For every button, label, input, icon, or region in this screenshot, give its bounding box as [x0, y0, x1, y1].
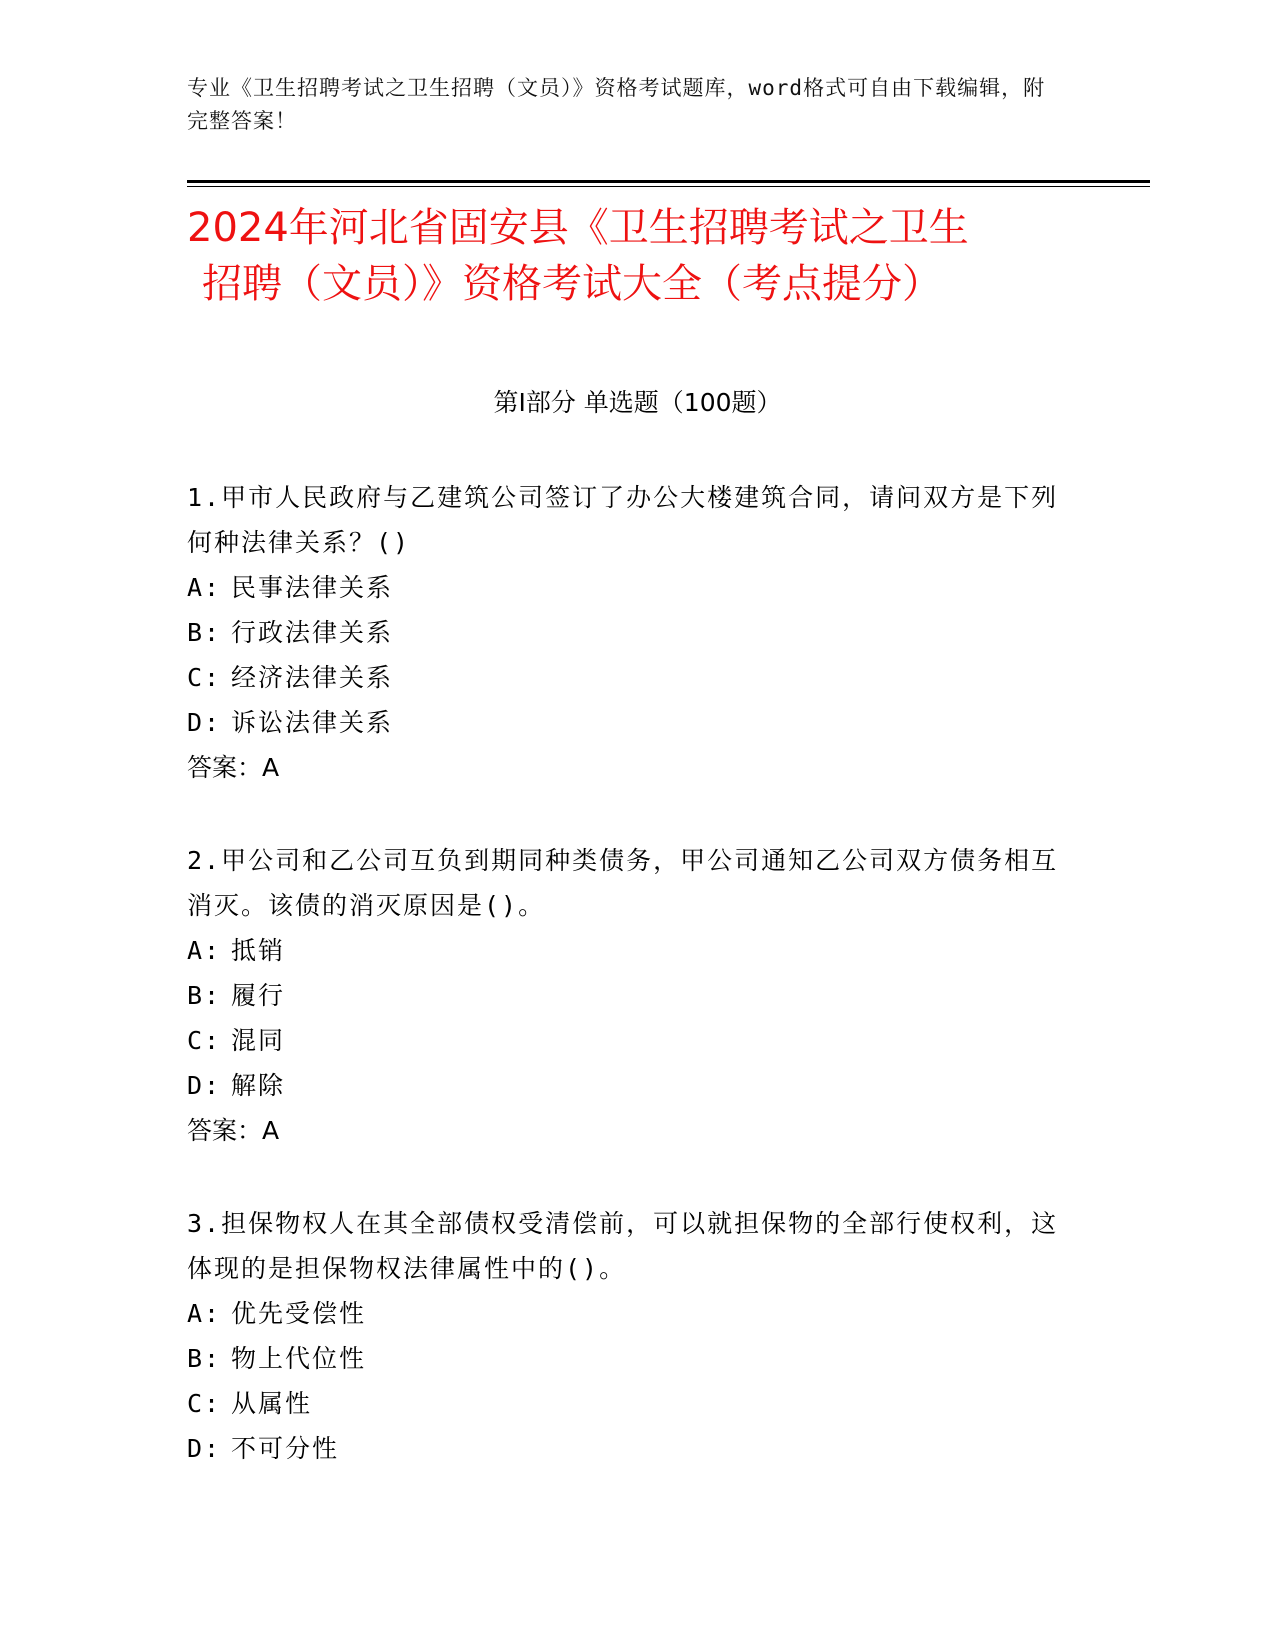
option-c	[187, 1381, 1067, 1426]
option-key: A:	[187, 1299, 222, 1328]
option-text: 解除	[231, 1071, 286, 1100]
option-text: 履行	[231, 981, 286, 1010]
option-text: 诉讼法律关系	[231, 708, 394, 737]
option-key: C:	[187, 663, 222, 692]
header-note: 专业《卫生招聘考试之卫生招聘（文员）》资格考试题库，word格式可自由下载编辑，附完整答案！	[187, 76, 1046, 133]
option-key: A:	[187, 573, 222, 602]
option-text: 民事法律关系	[231, 573, 394, 602]
option-text: 混同	[231, 1026, 286, 1055]
question-stem: 1.甲市人民政府与乙建筑公司签订了办公大楼建筑合同，请问双方是下列何种法律关系？()	[187, 483, 1059, 557]
option-c	[187, 655, 1067, 700]
option-d	[187, 700, 1067, 745]
option-key: B:	[187, 981, 222, 1010]
option-key: C:	[187, 1389, 222, 1418]
option-key: D:	[187, 1434, 222, 1463]
option-b	[187, 973, 1067, 1018]
option-b	[187, 610, 1067, 655]
option-key: C:	[187, 1026, 222, 1055]
document-title	[187, 200, 1087, 312]
header-rule-thick	[187, 180, 1150, 183]
option-text: 行政法律关系	[231, 618, 394, 647]
option-d	[187, 1426, 1067, 1471]
option-d	[187, 1063, 1067, 1108]
answer-line: 答案：A	[187, 753, 280, 782]
question-2	[187, 838, 1067, 1153]
answer-line: 答案：A	[187, 1116, 280, 1145]
question-list	[187, 475, 1067, 1519]
option-a	[187, 565, 1067, 610]
option-text: 物上代位性	[231, 1344, 367, 1373]
question-3	[187, 1201, 1067, 1471]
section-heading: 第Ⅰ部分 单选题（100题）	[493, 388, 782, 417]
option-b	[187, 1336, 1067, 1381]
option-text: 抵销	[231, 936, 286, 965]
document-title-line-1: 2024年河北省固安县《卫生招聘考试之卫生	[187, 205, 969, 251]
option-a	[187, 1291, 1067, 1336]
option-a	[187, 928, 1067, 973]
option-key: D:	[187, 708, 222, 737]
option-c	[187, 1018, 1067, 1063]
question-stem: 3.担保物权人在其全部债权受清偿前，可以就担保物的全部行使权利，这体现的是担保物权法律属性中的()。	[187, 1209, 1059, 1283]
option-key: B:	[187, 1344, 222, 1373]
option-text: 从属性	[231, 1389, 313, 1418]
option-key: D:	[187, 1071, 222, 1100]
option-text: 经济法律关系	[231, 663, 394, 692]
option-text: 不可分性	[231, 1434, 340, 1463]
option-key: B:	[187, 618, 222, 647]
option-text: 优先受偿性	[231, 1299, 367, 1328]
document-title-line-2: 招聘（文员）》资格考试大全（考点提分）	[202, 261, 942, 307]
option-key: A:	[187, 936, 222, 965]
question-1	[187, 475, 1067, 790]
header-rule-thin	[187, 186, 1150, 187]
question-stem: 2.甲公司和乙公司互负到期同种类债务，甲公司通知乙公司双方债务相互消灭。该债的消灭原因是()。	[187, 846, 1059, 920]
